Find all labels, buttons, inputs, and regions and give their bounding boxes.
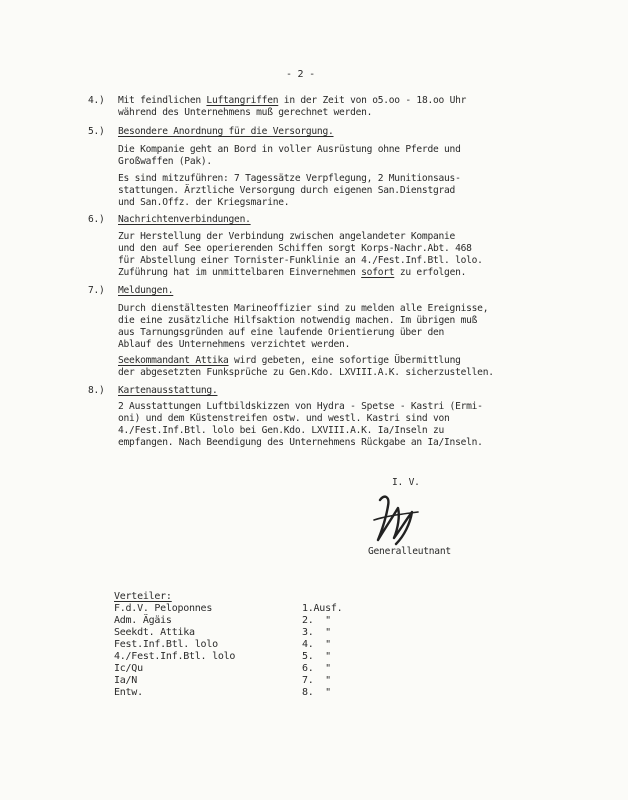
distribution-recipient: Entw. [114, 687, 143, 698]
text-run: Zuführung hat im unmittelbaren Einvernehmen [118, 267, 362, 278]
section-number-7: 7.) [88, 285, 105, 296]
section-4-line-2: während des Unternehmens muß gerechnet werden. [118, 107, 373, 118]
distribution-recipient: Adm. Ägäis [114, 615, 172, 626]
section-7-line-4: Ablauf des Unternehmens verzichtet werden. [118, 339, 351, 350]
section-5-p2-line-1: Es sind mitzuführen: 7 Tagessätze Verpflegung, 2 Munitionsaus- [118, 173, 461, 184]
underlined-text: Seekommandant Attika [118, 355, 229, 366]
section-8-heading: Kartenausstattung. [118, 385, 218, 396]
distribution-copy: 2. " [302, 615, 331, 626]
text-run: wird gebeten, eine sofortige Übermittlung [228, 355, 461, 366]
section-5-p2-line-3: und San.Offz. der Kriegsmarine. [118, 197, 290, 208]
section-6-heading: Nachrichtenverbindungen. [118, 214, 251, 225]
section-6-line-2: und den auf See operierenden Schiffen sorgt Korps-Nachr.Abt. 468 [118, 243, 472, 254]
distribution-recipient: Ia/N [114, 675, 138, 686]
distribution-copy: 5. " [302, 651, 331, 662]
section-8-line-2: oni) und dem Küstenstreifen ostw. und westl. Kastri sind von [118, 413, 450, 424]
section-number-5: 5.) [88, 126, 105, 137]
section-7-heading: Meldungen. [118, 285, 174, 296]
section-8-line-3: 4./Fest.Inf.Btl. lolo bei Gen.Kdo. LXVIII.A.K. Ia/Inseln zu [118, 425, 445, 436]
section-7-line-6: der abgesetzten Funksprüche zu Gen.Kdo. LXVIII.A.K. sicherzustellen. [118, 367, 494, 378]
distribution-recipient: Fest.Inf.Btl. lolo [114, 639, 218, 650]
distribution-recipient: F.d.V. Peloponnes [114, 603, 213, 614]
section-number-8: 8.) [88, 385, 105, 396]
section-6-line-3: für Abstellung einer Tornister-Funklinie an 4./Fest.Inf.Btl. lolo. [118, 255, 483, 266]
text-run: zu erfolgen. [394, 267, 467, 278]
signature-title: Generalleutnant [368, 546, 451, 557]
underlined-text: Luftangriffen [206, 95, 279, 106]
text-run: Mit feindlichen [118, 95, 207, 106]
handwritten-signature-icon [368, 490, 428, 548]
section-7-line-1: Durch dienstältesten Marineoffizier sind zu melden alle Ereignisse, [118, 303, 489, 314]
distribution-heading: Verteiler: [114, 591, 172, 602]
section-number-4: 4.) [88, 95, 105, 106]
distribution-copy: 6. " [302, 663, 331, 674]
text-run: in der Zeit von o5.oo - 18.oo Uhr [278, 95, 467, 106]
underlined-text: sofort [361, 267, 395, 278]
section-6-line-4 [118, 266, 466, 279]
distribution-recipient: Ic/Qu [114, 663, 143, 674]
section-5-p1-line-1: Die Kompanie geht an Bord in voller Ausrüstung ohne Pferde und [118, 144, 461, 155]
distribution-copy: 4. " [302, 639, 331, 650]
section-8-line-1: 2 Ausstattungen Luftbildskizzen von Hydra - Spetse - Kastri (Ermi- [118, 401, 483, 412]
distribution-recipient: Seekdt. Attika [114, 627, 195, 638]
section-8-line-4: empfangen. Nach Beendigung des Unternehmens Rückgabe an Ia/Inseln. [118, 437, 483, 448]
section-5-p1-line-2: Großwaffen (Pak). [118, 156, 212, 167]
distribution-copy: 7. " [302, 675, 331, 686]
section-6-line-1: Zur Herstellung der Verbindung zwischen angelandeter Kompanie [118, 231, 456, 242]
section-5-p2-line-2: stattungen. Ärztliche Versorgung durch eigenen San.Dienstgrad [118, 185, 456, 196]
distribution-recipient: 4./Fest.Inf.Btl. lolo [114, 651, 236, 662]
section-7-line-2: die eine zusätzliche Hilfsaktion notwendig machen. Im übrigen muß [118, 315, 478, 326]
section-number-6: 6.) [88, 214, 105, 225]
distribution-copy: 3. " [302, 627, 331, 638]
signature-iv: I. V. [392, 477, 420, 488]
section-5-heading: Besondere Anordnung für die Versorgung. [118, 126, 334, 137]
section-7-line-3: aus Tarnungsgründen auf eine laufende Orientierung über den [118, 327, 445, 338]
distribution-copy: 1.Ausf. [302, 603, 343, 614]
distribution-copy: 8. " [302, 687, 331, 698]
page-number: - 2 - [286, 69, 315, 80]
